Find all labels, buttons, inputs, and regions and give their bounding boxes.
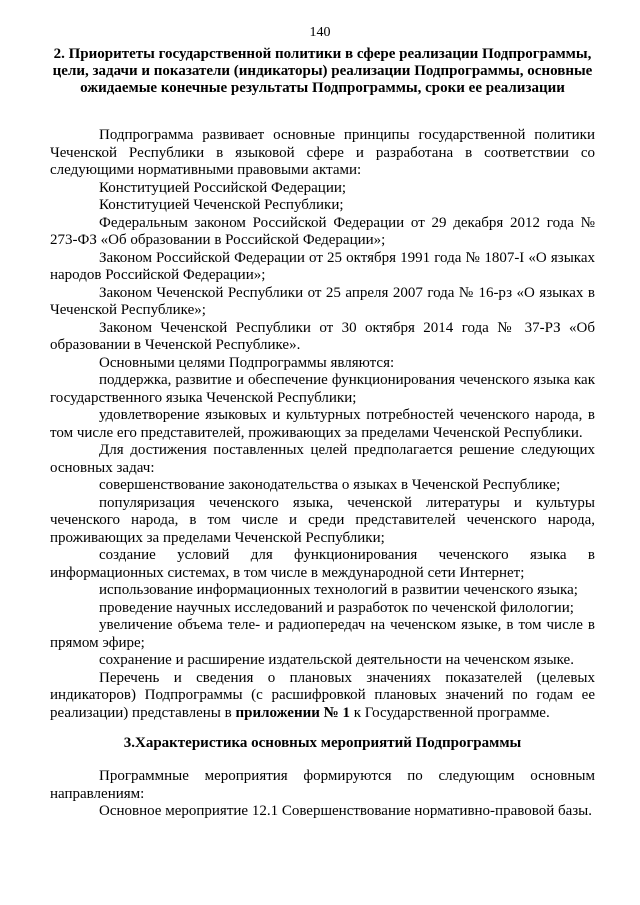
paragraph: Основными целями Подпрограммы являются:: [99, 354, 395, 371]
section-3-heading: 3.Характеристика основных мероприятий Подпрограммы: [123, 735, 522, 751]
appendix-reference-paragraph: [50, 670, 595, 723]
paragraph: создание условий для функционирования чеченского языка в информационных системах, в том числе в международной сети Интернет;: [50, 547, 595, 581]
appendix-link-text: приложении № 1: [235, 704, 350, 721]
page-number: 140: [309, 25, 331, 40]
paragraph: Законом Российской Федерации от 25 октября 1991 года № 1807-I «О языках народов Российской Федерации»;: [50, 249, 595, 283]
section-3-body: [50, 768, 595, 821]
paragraph: Конституцией Российской Федерации;: [99, 179, 347, 196]
paragraph: Основное мероприятие 12.1 Совершенствование нормативно-правовой базы.: [99, 803, 593, 819]
paragraph: популяризация чеченского языка, чеченской литературы и культуры чеченского народа, в том числе и среди представителей чеченского народа, проживающих за пределами Чеченской Республики;: [50, 494, 595, 546]
paragraph: Для достижения поставленных целей предполагается решение следующих основных задач:: [50, 442, 595, 476]
paragraph: Законом Чеченской Республики от 25 апреля 2007 года № 16-рз «О языках в Чеченской Республике»;: [50, 284, 595, 318]
paragraph: поддержка, развитие и обеспечение функционирования чеченского языка как государственного языка Чеченской Республики;: [50, 372, 595, 406]
paragraph: совершенствование законодательства о языках в Чеченской Республике;: [99, 477, 561, 493]
paragraph: использование информационных технологий в развитии чеченского языка;: [99, 582, 578, 598]
paragraph: проведение научных исследований и разработок по чеченской филологии;: [99, 599, 574, 616]
paragraph: Законом Чеченской Республики от 30 октября 2014 года № 37-РЗ «Об образовании в Чеченской Республике».: [50, 319, 595, 353]
paragraph: сохранение и расширение издательской деятельности на чеченском языке.: [99, 652, 574, 668]
appendix-reference-tail: к Государственной программе.: [349, 704, 550, 721]
paragraph: увеличение объема теле- и радиопередач на чеченском языке, в том числе в прямом эфире;: [50, 617, 595, 651]
paragraph: Федеральным законом Российской Федерации от 29 декабря 2012 года № 273-ФЗ «Об образовании в Российской Федерации»;: [50, 214, 595, 248]
section-2-body: [50, 127, 595, 722]
paragraph: Конституцией Чеченской Республики;: [99, 197, 344, 213]
paragraph: Подпрограмма развивает основные принципы государственной политики Чеченской Республики в языковой сфере и разработана в соответствии со следующими нормативными правовыми актами:: [50, 127, 595, 178]
paragraph: удовлетворение языковых и культурных потребностей чеченского народа, в том числе его представителей, проживающих за пределами Чеченской Республики.: [50, 407, 595, 441]
section-2-heading: 2. Приоритеты государственной политики в сфере реализации Подпрограммы, цели, задачи и показатели (индикаторы) реализации Подпрограммы, основные ожидаемые конечные результаты Подпрограммы, сроки ее реализации: [52, 46, 593, 96]
appendix-reference-text: Перечень и сведения о плановых значениях показателей (целевых индикаторов) Подпрограммы (с расшифровкой плановых значений по годам ее реализации) представлены в: [50, 669, 595, 721]
paragraph: Программные мероприятия формируются по следующим основным направлениям:: [50, 768, 595, 802]
